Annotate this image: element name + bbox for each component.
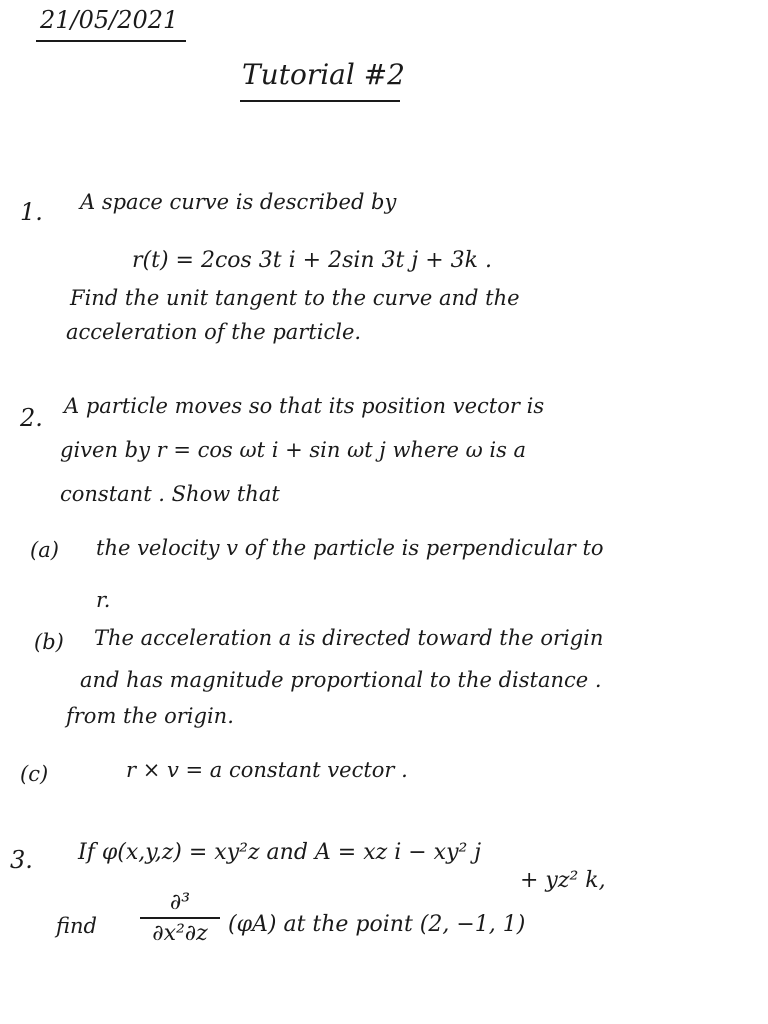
derivative-numerator: ∂³ (140, 890, 220, 919)
question-1-line-3: Find the unit tangent to the curve and the (70, 286, 520, 310)
part-b-line-1: The acceleration a is directed toward the origin (94, 626, 604, 650)
part-a-label: (a) (30, 538, 59, 562)
part-a-line-2: r. (96, 588, 111, 612)
question-2-line-2: given by r = cos ωt i + sin ωt j where ω is a (60, 438, 527, 462)
question-3-line-1: If φ(x,y,z) = xy²z and A = xz i − xy² j (78, 840, 482, 865)
derivative-denominator: ∂x²∂z (152, 921, 208, 946)
question-1-line-1: A space curve is described by (80, 190, 397, 214)
part-a-line-1: the velocity v of the particle is perpendicular to (96, 536, 604, 560)
question-2-line-3: constant . Show that (60, 482, 280, 506)
part-b-line-2: and has magnitude proportional to the distance . (80, 668, 602, 692)
title-underline (240, 100, 400, 102)
date: 21/05/2021 (40, 6, 179, 34)
part-b-label: (b) (34, 630, 64, 654)
page-title: Tutorial #2 (242, 58, 405, 91)
part-b-line-3: from the origin. (66, 704, 234, 728)
question-3-number: 3. (10, 846, 33, 874)
question-3-find: find (56, 914, 97, 938)
question-3-line-4: (φA) at the point (2, −1, 1) (228, 912, 526, 937)
question-2-line-1: A particle moves so that its position vector is (64, 394, 545, 418)
question-1-line-4: acceleration of the particle. (66, 320, 362, 344)
question-2-number: 2. (20, 404, 43, 432)
partial-derivative-operator (140, 890, 220, 946)
question-1-equation: r(t) = 2cos 3t i + 2sin 3t j + 3k . (132, 248, 492, 273)
part-c-label: (c) (20, 762, 49, 786)
question-1-number: 1. (20, 198, 43, 226)
question-3-line-2: + yz² k, (520, 868, 606, 893)
date-underline (36, 40, 186, 42)
part-c-line-1: r × v = a constant vector . (126, 758, 408, 782)
